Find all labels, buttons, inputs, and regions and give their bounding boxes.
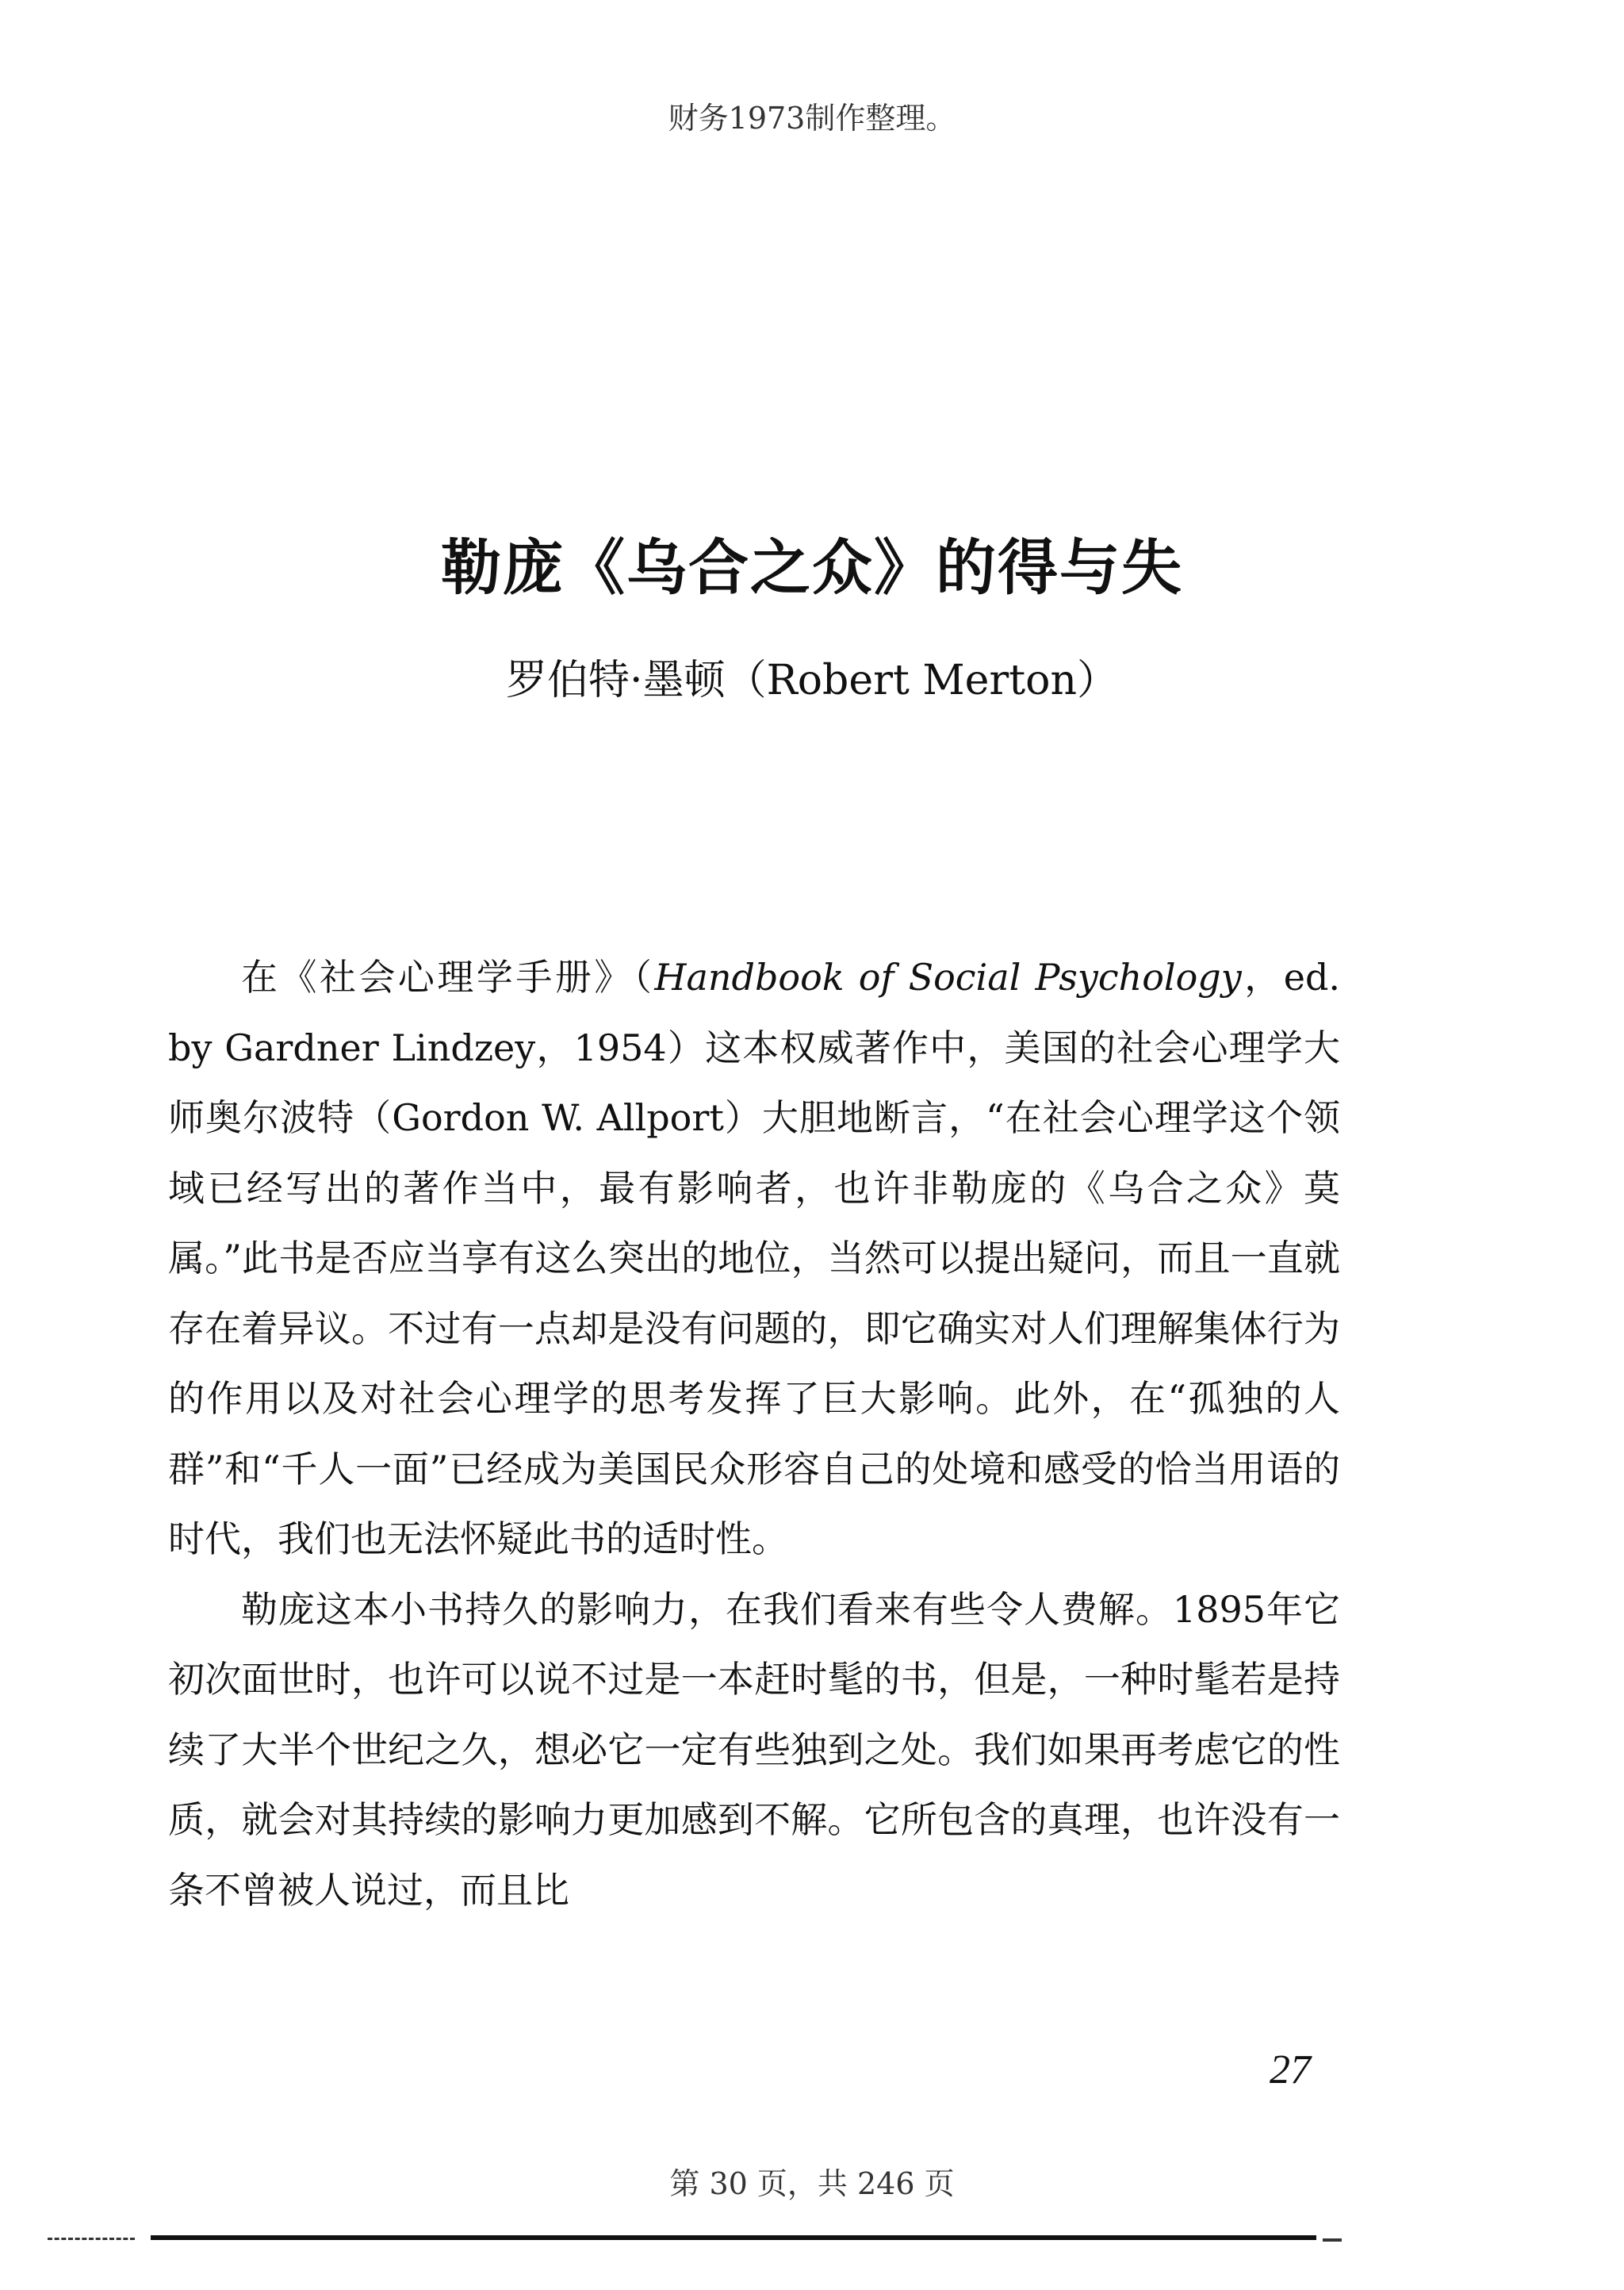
page-counter-footer: 第 30 页，共 246 页 [669, 2166, 955, 2201]
author-line: 罗伯特·墨顿（Robert Merton） [506, 657, 1118, 704]
scan-artifact-left [48, 2238, 135, 2240]
page-title: 勒庞《乌合之众》的得与失 [441, 532, 1183, 603]
paragraph-2: 勒庞这本小书持久的影响力，在我们看来有些令人费解。1895年它初次面世时，也许可以说不过是一本赶时髦的书，但是，一种时髦若是持续了大半个世纪之久，想必它一定有些独到之处。我们如果再考虑它的性质，就会对其持续的影响力更加感到不解。它所包含的真理，也许没有一条不曾被人说过，而且比 [168, 1587, 1340, 1912]
scan-artifact-right [1323, 2238, 1342, 2242]
book-title-italic: Handbook of Social Psychology [654, 956, 1242, 999]
watermark-text: 财务1973制作整理。 [668, 101, 956, 136]
scan-artifact-line [151, 2235, 1316, 2240]
body-text [168, 942, 1340, 1925]
paragraph-1-part-a: 在《社会心理学手册》（ [241, 956, 655, 999]
page-number: 27 [1270, 2047, 1311, 2092]
paragraph-1 [168, 942, 1340, 1575]
paragraph-1-part-c: ，ed. by Gardner Lindzey，1954）这本权威著作中，美国的社会心理学大师奥尔波特（Gordon W. Allport）大胆地断言，“在社会心理学这个领域已经写出的著作当中，最有影响者，也许非勒庞的《乌合之众》莫属。”此书是否应当享有这么突出的地位，当然可以提出疑问，而且一直就存在着异议。不过有一点却是没有问题的，即它确实对人们理解集体行为的作用以及对社会心理学的思考发挥了巨大影响。此外，在“孤独的人群”和“千人一面”已经成为美国民众形容自己的处境和感受的恰当用语的时代，我们也无法怀疑此书的适时性。 [168, 956, 1341, 1560]
